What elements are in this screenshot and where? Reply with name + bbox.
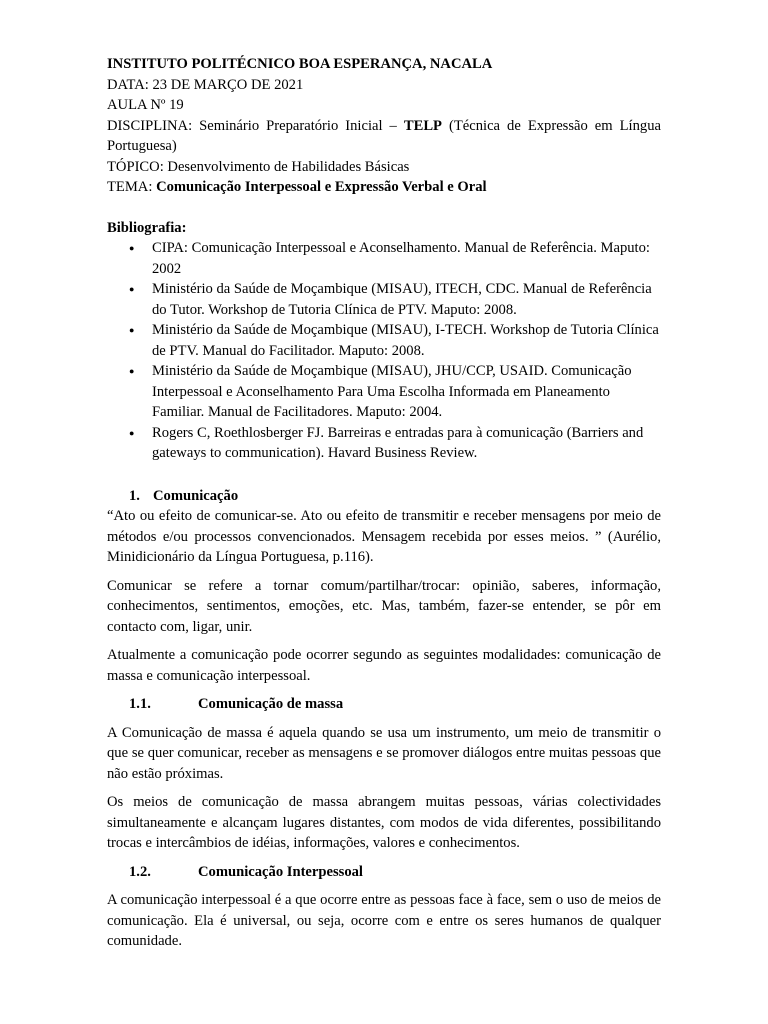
section-1-quote: “Ato ou efeito de comunicar-se. Ato ou efeito de transmitir e receber mensagens por meio de métodos e/ou processos convencionados. Mensagem recebida por esses meios. ” (Aurélio, Minidicionário da Língua Portuguesa, p.116).: [107, 508, 661, 565]
bibliography-item: ● Ministério da Saúde de Moçambique (MISAU), JHU/CCP, USAID. Comunicação Interpessoal e Aconselhamento Para Uma Escolha Informada em Planeamento Familiar. Manual de Facilitadores. Maputo: 2004.: [107, 361, 661, 423]
topic-line: TÓPICO: Desenvolvimento de Habilidades Básicas: [107, 158, 410, 175]
bibliography-item: ● Rogers C, Roethlosberger FJ. Barreiras e entradas para à comunicação (Barriers and gateways to communication). Havard Business Review.: [107, 423, 661, 464]
bibliography-heading: Bibliografia:: [107, 219, 187, 236]
section-1-paragraph: Atualmente a comunicação pode ocorrer segundo as seguintes modalidades: comunicação de massa e comunicação interpessoal.: [107, 647, 661, 684]
document-content: [107, 54, 661, 952]
section-1-heading: 1. Comunicação: [129, 487, 239, 504]
section-1-2-heading: 1.2. Comunicação Interpessoal: [129, 863, 363, 880]
lesson-line: AULA Nº 19: [107, 97, 184, 113]
institution-title: INSTITUTO POLITÉCNICO BOA ESPERANÇA, NACALA: [107, 56, 493, 72]
bibliography-item: ● Ministério da Saúde de Moçambique (MISAU), I-TECH. Workshop de Tutoria Clínica de PTV. Manual do Facilitador. Maputo: 2008.: [107, 320, 661, 361]
date-line: DATA: 23 DE MARÇO DE 2021: [107, 76, 304, 93]
section-1-1-paragraph: Os meios de comunicação de massa abrangem muitas pessoas, várias colectividades simultaneamente e alcançam lugares distantes, com modos de vida diferentes, possibilitando trocas e intercâmbios de idéias, informações, valores e conhecimentos.: [107, 794, 661, 851]
section-1-1-heading: 1.1. Comunicação de massa: [129, 696, 344, 712]
section-1-paragraph: Comunicar se refere a tornar comum/partilhar/trocar: opinião, saberes, informação, conhecimentos, sentimentos, emoções, etc. Mas, também, fazer-se entender, se pôr em contacto com, ligar, unir.: [107, 577, 661, 635]
discipline-line: DISCIPLINA: Seminário Preparatório Inicial – TELP (Técnica de Expressão em Língua Portuguesa): [107, 117, 661, 154]
bibliography-item: ● CIPA: Comunicação Interpessoal e Aconselhamento. Manual de Referência. Maputo: 2002: [107, 238, 661, 279]
section-1-1-paragraph: A Comunicação de massa é aquela quando se usa um instrumento, um meio de transmitir o que se quer comunicar, receber as mensagens e se promover diálogos entre muitas pessoas que não estão próximas.: [107, 724, 661, 782]
bibliography-list: [107, 238, 661, 464]
section-1-2-paragraph: A comunicação interpessoal é a que ocorre entre as pessoas face à face, sem o uso de meios de comunicação. Ela é universal, ou seja, ocorre com e entre os seres humanos de qualquer comunidade.: [107, 892, 661, 949]
theme-line: TEMA: Comunicação Interpessoal e Expressão Verbal e Oral: [107, 179, 487, 195]
bibliography-item: ● Ministério da Saúde de Moçambique (MISAU), ITECH, CDC. Manual de Referência do Tutor. Workshop de Tutoria Clínica de PTV. Maputo: 2008.: [107, 279, 661, 320]
